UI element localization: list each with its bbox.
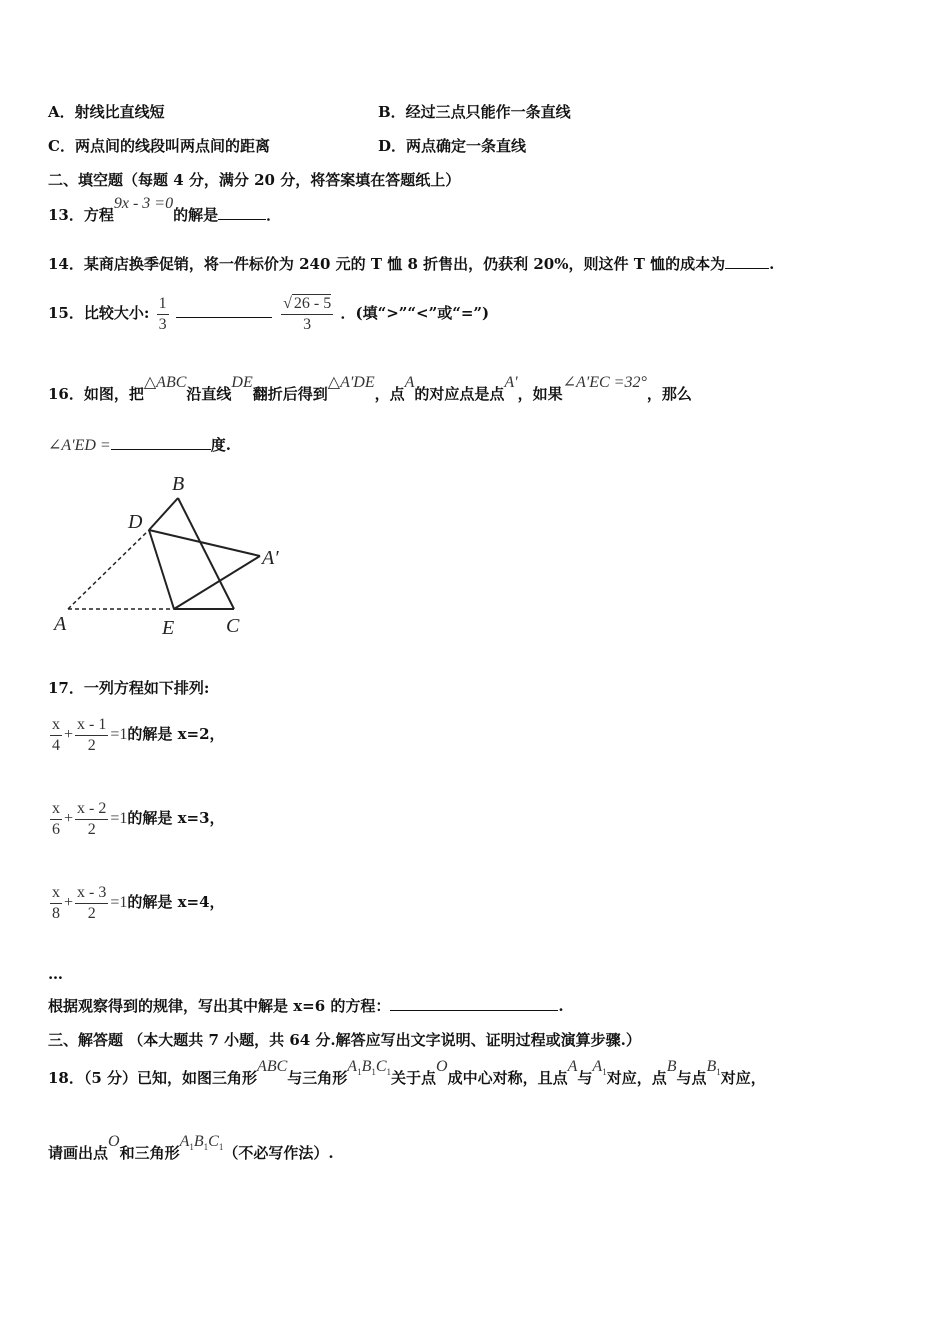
eq2-rhs: =1 [110,810,128,827]
question-16-line-2 [48,435,231,456]
q18-text-5: 与 [577,1069,593,1087]
q15-answer-blank [176,303,272,318]
figure-label-e: E [162,617,175,639]
q18-line2-text-2: 和三角形 [119,1144,180,1162]
q16-triangle-ade: △A'DE [327,374,375,391]
q18-text-4: 成中心对称，且点 [447,1069,568,1087]
q15-frac1-num: 1 [157,294,169,315]
eq3-b-den: 2 [87,904,96,922]
q15-fraction-left [157,294,169,335]
eq1-b-num: x - 1 [75,715,108,736]
eq2-b-num: x - 2 [75,799,108,820]
q16-text-7: ，那么 [646,385,692,403]
q16-text-1: 16．如图，把 [48,385,144,403]
q13-equation: 9x - 3 =0 [113,195,174,212]
sqrt-icon: √ [283,294,292,312]
eq2-x-num: x [50,799,62,820]
q18-line2-text-3: （不必写作法）. [223,1144,334,1162]
q18-text-6: 对应，点 [606,1069,667,1087]
q14-answer-blank [725,254,769,269]
eq3-solution: 的解是 x=4， [127,893,225,911]
q17-equation-3 [48,880,225,925]
q18-point-a1: $A_1$ [592,1058,607,1078]
q18-line2-point-o: O [108,1133,120,1150]
geometry-figure [48,468,298,648]
q15-frac2-den: 3 [303,315,312,333]
q17-ellipsis: … [48,965,63,983]
q18-line2-text-1: 请画出点 [48,1144,109,1162]
q18-text-7: 与点 [676,1069,707,1087]
eq3-frac-x [50,883,62,924]
q16-unit: 度. [210,436,231,454]
q16-text-3: 翻折后得到 [252,385,328,403]
q16-text-6: ，如果 [517,385,563,403]
q16-line-de: DE [231,374,253,391]
figure-label-c: C [226,615,240,637]
segment-bc [178,498,234,609]
q18-triangle-abc: ABC [257,1058,288,1075]
q16-point-a-prime: A' [504,374,518,391]
q16-answer-blank [111,435,211,450]
eq1-frac-x [50,715,62,756]
question-18-line-2 [48,1133,334,1169]
eq3-frac-b [75,883,108,924]
q15-frac1-den: 3 [158,315,167,333]
q15-prefix: 15．比较大小: [48,304,150,322]
question-13 [48,195,282,226]
q15-fraction-right [281,294,333,335]
q17-question [48,996,564,1016]
q18-point-b: B [666,1058,677,1075]
q16-text-5: 的对应点是点 [414,385,505,403]
eq2-b-den: 2 [87,820,96,838]
q18-text-3: 关于点 [391,1069,437,1087]
question-17-title: 17．一列方程如下排列: [48,679,210,697]
figure-label-d: D [128,511,143,533]
q16-angle-aec: ∠A'EC =32° [562,374,647,391]
q15-frac2-radicand: 26 - 5 [293,294,332,312]
q13-suffix: 的解是 [173,206,219,224]
q16-text-2: 沿直线 [186,385,232,403]
eq3-rhs: =1 [110,894,128,911]
q13-prefix: 13．方程 [48,206,114,224]
q18-text-1: 18．（5 分）已知，如图三角形 [48,1069,258,1087]
q17-answer-blank [390,996,558,1011]
q18-text-2: 与三角形 [287,1069,348,1087]
eq1-x-den: 4 [52,736,60,754]
section-3-title: 三、解答题 （本大题共 7 小题，共 64 分.解答应写出文字说明、证明过程或演算步骤.） [48,1031,641,1049]
q16-triangle-abc: △ABC [143,374,187,391]
q16-point-a: A [404,374,415,391]
q15-suffix: ．(填“>”“<”或“=”) [340,304,490,322]
segment-de [149,530,174,609]
q18-line2-triangle-a1b1c1: $A_1B_1C_1$ [179,1133,224,1153]
q17-question-text: 根据观察得到的规律，写出其中解是 x=6 的方程： [48,997,391,1015]
eq2-frac-x [50,799,62,840]
q17-end: . [558,997,564,1015]
q18-triangle-a1b1c1: $A_1B_1C_1$ [347,1058,392,1078]
figure-label-a-prime: A′ [262,547,279,569]
q18-point-b1: $B_1$ [706,1058,721,1078]
eq1-plus: + [64,726,74,743]
q13-end: ． [266,206,282,224]
eq2-plus: + [64,810,74,827]
figure-label-b: B [172,473,185,495]
question-18 [48,1058,766,1094]
figure-label-a: A [54,613,67,635]
question-14 [48,254,774,274]
eq1-rhs: =1 [110,726,128,743]
eq2-frac-b [75,799,108,840]
q14-end: . [769,255,775,273]
q18-point-a: A [567,1058,578,1075]
option-a: A．射线比直线短 [48,103,165,121]
q16-text-4: ，点 [374,385,405,403]
q18-text-8: 对应， [720,1069,766,1087]
question-15 [48,292,489,335]
segment-db [149,498,178,530]
q18-point-o: O [436,1058,448,1075]
eq1-solution: 的解是 x=2， [127,725,225,743]
eq2-solution: 的解是 x=3， [127,809,225,827]
eq3-plus: + [64,894,74,911]
section-2-title: 二、填空题（每题 4 分，满分 20 分，将答案填在答题纸上） [48,171,461,189]
option-c: C．两点间的线段叫两点间的距离 [48,137,270,155]
q13-answer-blank [218,205,266,220]
eq1-b-den: 2 [87,736,96,754]
option-b: B．经过三点只能作一条直线 [378,103,571,121]
eq1-frac-b [75,715,108,756]
eq3-b-num: x - 3 [75,883,108,904]
segment-ad-dashed [68,530,149,609]
eq3-x-num: x [50,883,62,904]
eq2-x-den: 6 [52,820,60,838]
q15-frac2-num [281,294,333,315]
q17-equation-1 [48,712,225,757]
eq1-x-num: x [50,715,62,736]
eq3-x-den: 8 [52,904,60,922]
q16-angle-aed: ∠A'ED = [48,437,111,454]
segment-a-prime-e [174,556,260,609]
question-16 [48,374,692,405]
q17-equation-2 [48,796,225,841]
q14-text: 14．某商店换季促销，将一件标价为 240 元的 T 恤 8 折售出，仍获利 20%，则这件 T 恤的成本为 [48,255,726,273]
option-d: D．两点确定一条直线 [378,137,527,155]
